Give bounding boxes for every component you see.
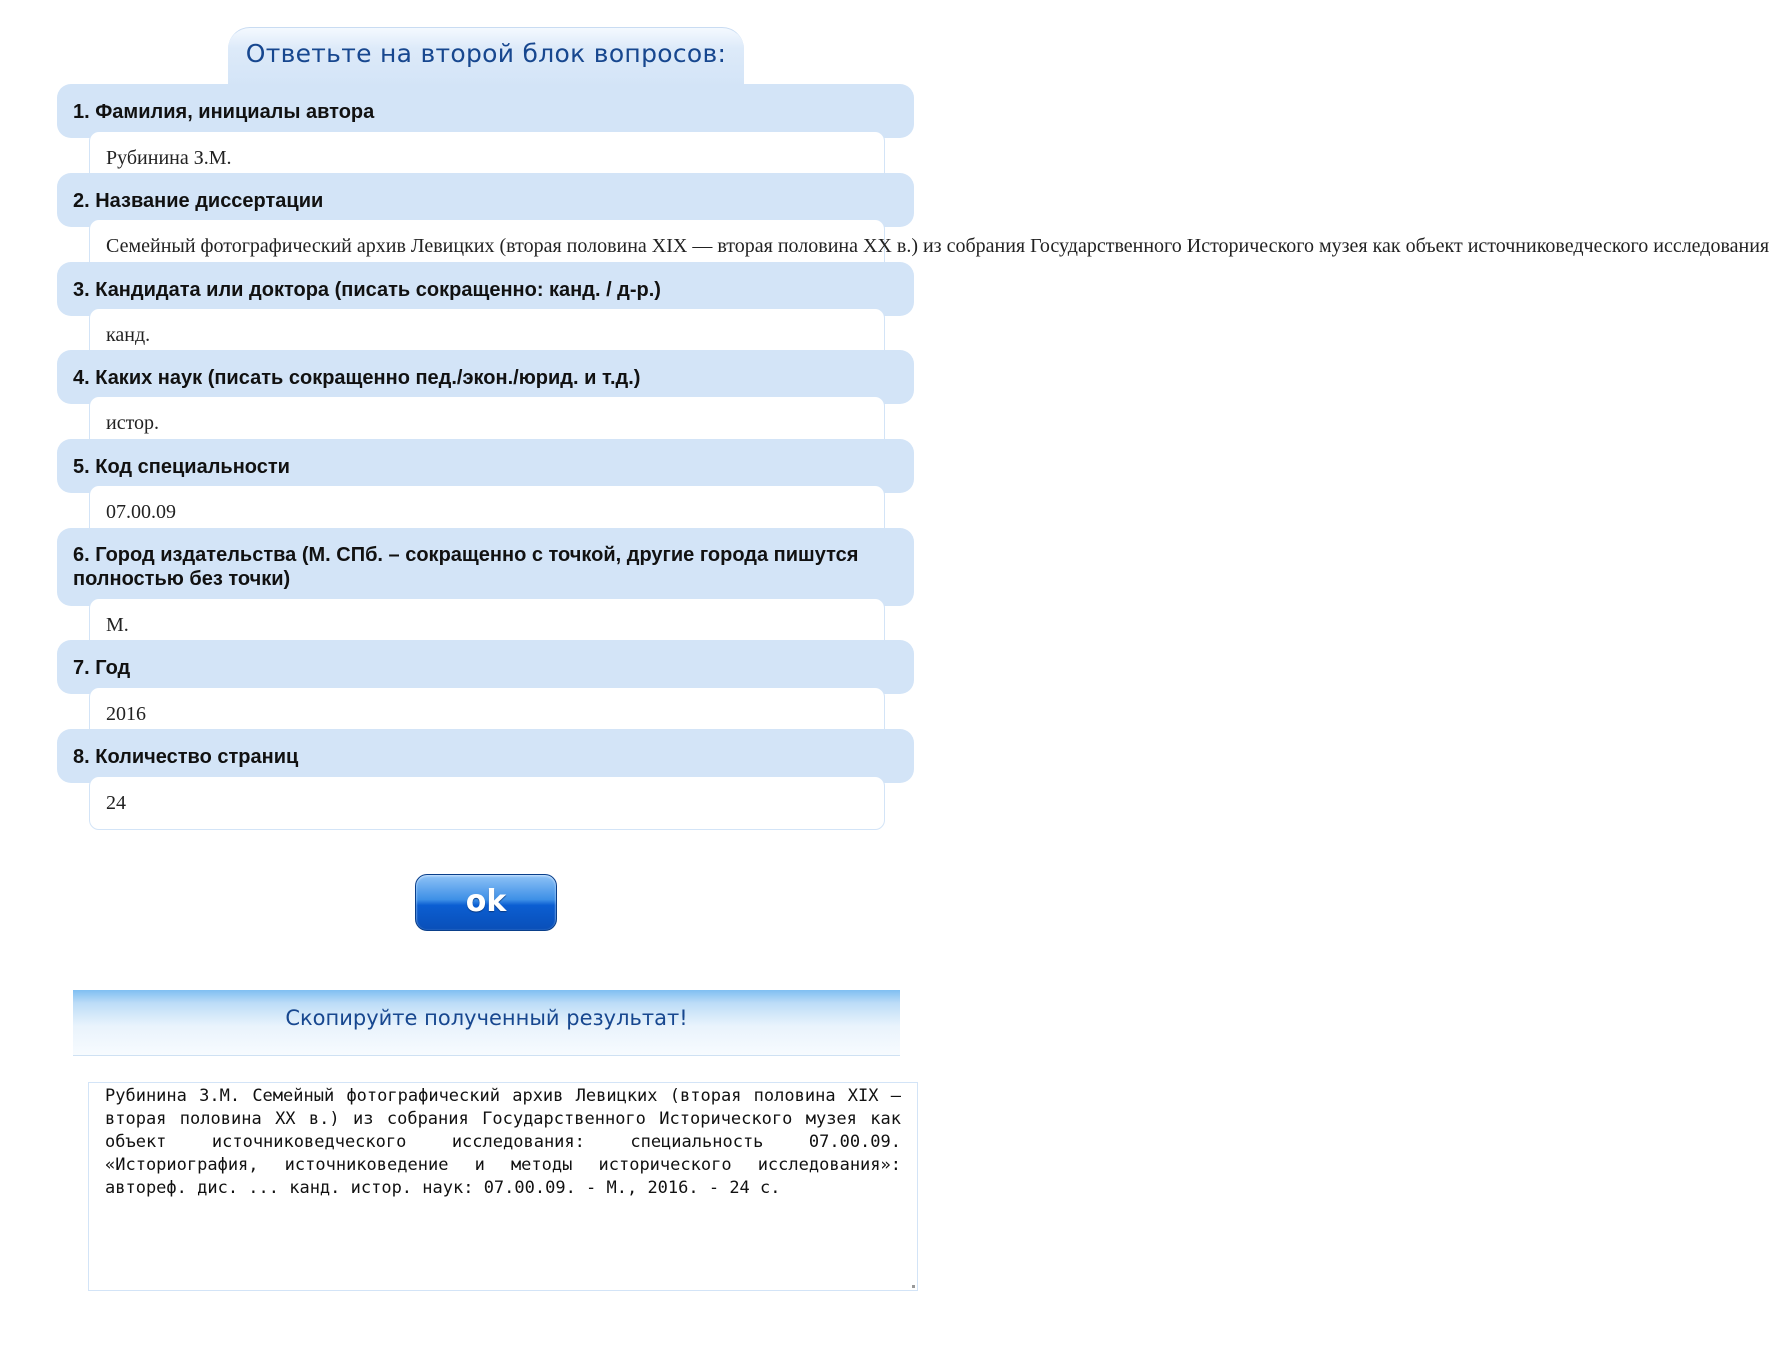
result-text: Рубинина З.М. Семейный фотографический архив Левицких (вторая половина XIX — вторая половина XX в.) из собрания Государственного Исторического музея как объект источниковедческого исследования: специальность 07.00.09. «Историография, источниковедение и методы исторического исследования»: автореф. дис. ... канд. истор. наук: 07.00.09. - М., 2016. - 24 с. xyxy=(105,1086,901,1198)
dissertation-title-input[interactable]: Семейный фотографический архив Левицких (вторая половина XIX — вторая половина XX в.) из собрания Государственного Исторического музея как объект источниковедческого исследования xyxy=(89,219,885,273)
question-label-science: 4. Каких наук (писать сокращенно пед./экон./юрид. и т.д.) xyxy=(73,367,641,389)
question-label-pages: 8. Количество страниц xyxy=(73,746,299,768)
form-header-tab xyxy=(228,27,744,87)
science-input[interactable]: истор. xyxy=(89,396,885,450)
question-label-degree: 3. Кандидата или доктора (писать сокращенно: канд. / д-р.) xyxy=(73,279,661,301)
question-label-author: 1. Фамилия, инициалы автора xyxy=(73,101,375,123)
question-label-specialty-code: 5. Код специальности xyxy=(73,456,290,478)
specialty-code-input[interactable]: 07.00.09 xyxy=(89,485,885,539)
result-header-title: Скопируйте полученный результат! xyxy=(285,1006,688,1030)
resize-handle-icon[interactable] xyxy=(912,1285,915,1288)
degree-input[interactable]: канд. xyxy=(89,308,885,362)
question-label-title: 2. Название диссертации xyxy=(73,190,324,212)
question-label-city: 6. Город издательства (М. СПб. – сокращенно с точкой, другие города пишутся полностью без точки) xyxy=(73,544,859,590)
city-input[interactable]: М. xyxy=(89,598,885,652)
question-label-year: 7. Год xyxy=(73,657,131,679)
form-header-title: Ответьте на второй блок вопросов: xyxy=(245,39,727,68)
pages-input[interactable]: 24 xyxy=(89,776,885,830)
ok-button[interactable]: ok xyxy=(415,874,557,931)
result-textarea[interactable] xyxy=(88,1082,918,1291)
year-input[interactable]: 2016 xyxy=(89,687,885,741)
result-header xyxy=(73,990,900,1056)
author-input[interactable]: Рубинина З.М. xyxy=(89,131,885,185)
